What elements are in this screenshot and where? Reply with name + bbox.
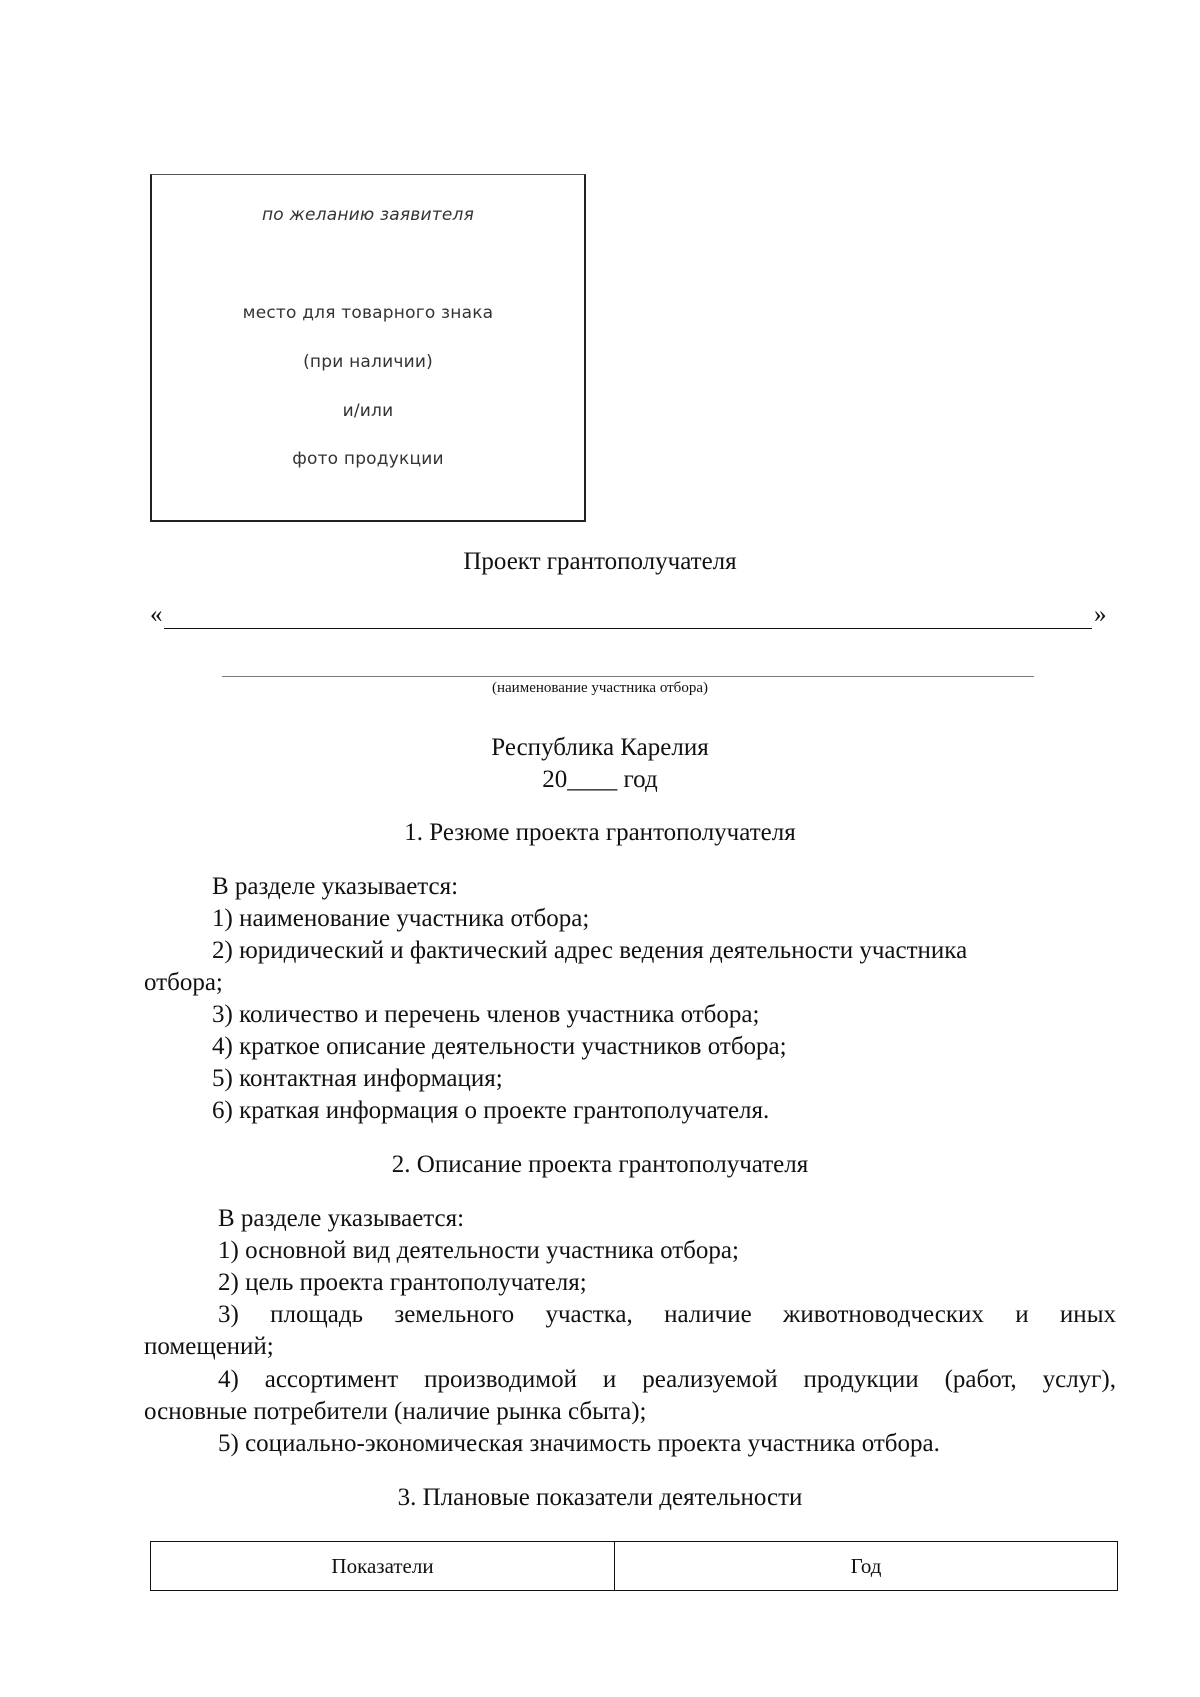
tm-label-condition: (при наличии) — [303, 352, 433, 372]
section1-item-2: 2) юридический и фактический адрес ведения деятельности участника — [212, 937, 968, 964]
open-quote: « — [150, 601, 163, 628]
tm-label-or: и/или — [342, 401, 394, 421]
participant-caption: (наименование участника отбора) — [492, 680, 708, 696]
section2-item-5: 5) социально-экономическая значимость проекта участника отбора. — [218, 1430, 940, 1457]
section2-item-1: 1) основной вид деятельности участника отбора; — [218, 1237, 739, 1264]
section2-heading: 2. Описание проекта грантополучателя — [391, 1151, 809, 1178]
trademark-placeholder-box — [150, 174, 586, 522]
section1-item-6: 6) краткая информация о проекте грантополучателя. — [212, 1097, 770, 1124]
section1-item-5: 5) контактная информация; — [212, 1065, 503, 1092]
section1-item-3: 3) количество и перечень членов участника отбора; — [212, 1001, 760, 1028]
tm-note: по желанию заявителя — [261, 205, 475, 225]
year-line: 20____ год — [542, 766, 658, 793]
section2-item-3-cont: помещений; — [144, 1333, 274, 1360]
document-title: Проект грантополучателя — [463, 548, 737, 575]
section1-intro: В разделе указывается: — [212, 873, 459, 900]
close-quote: » — [1094, 601, 1107, 628]
project-name-line — [164, 628, 1092, 629]
section1-item-4: 4) краткое описание деятельности участников отбора; — [212, 1033, 787, 1060]
table-header-indicators: Показатели — [151, 1542, 615, 1590]
section3-heading: 3. Плановые показатели деятельности — [397, 1484, 803, 1511]
tm-label: место для товарного знака — [242, 303, 494, 323]
section1-item-2-cont: отбора; — [144, 969, 223, 996]
region: Республика Карелия — [491, 734, 709, 761]
section2-item-3: 3) площадь земельного участка, наличие животноводческих и иных — [218, 1301, 1116, 1328]
participant-name-line — [222, 676, 1034, 677]
section1-heading: 1. Резюме проекта грантополучателя — [404, 819, 796, 846]
indicators-table — [150, 1541, 1118, 1591]
section2-item-4: 4) ассортимент производимой и реализуемой продукции (работ, услуг), — [218, 1366, 1116, 1393]
section2-item-4-cont: основные потребители (наличие рынка сбыта); — [144, 1398, 647, 1425]
section1-item-1: 1) наименование участника отбора; — [212, 905, 590, 932]
section2-intro: В разделе указывается: — [218, 1205, 465, 1232]
section2-item-2: 2) цель проекта грантополучателя; — [218, 1269, 587, 1296]
tm-label-photo: фото продукции — [292, 449, 444, 469]
table-header-year: Год — [850, 1553, 882, 1578]
